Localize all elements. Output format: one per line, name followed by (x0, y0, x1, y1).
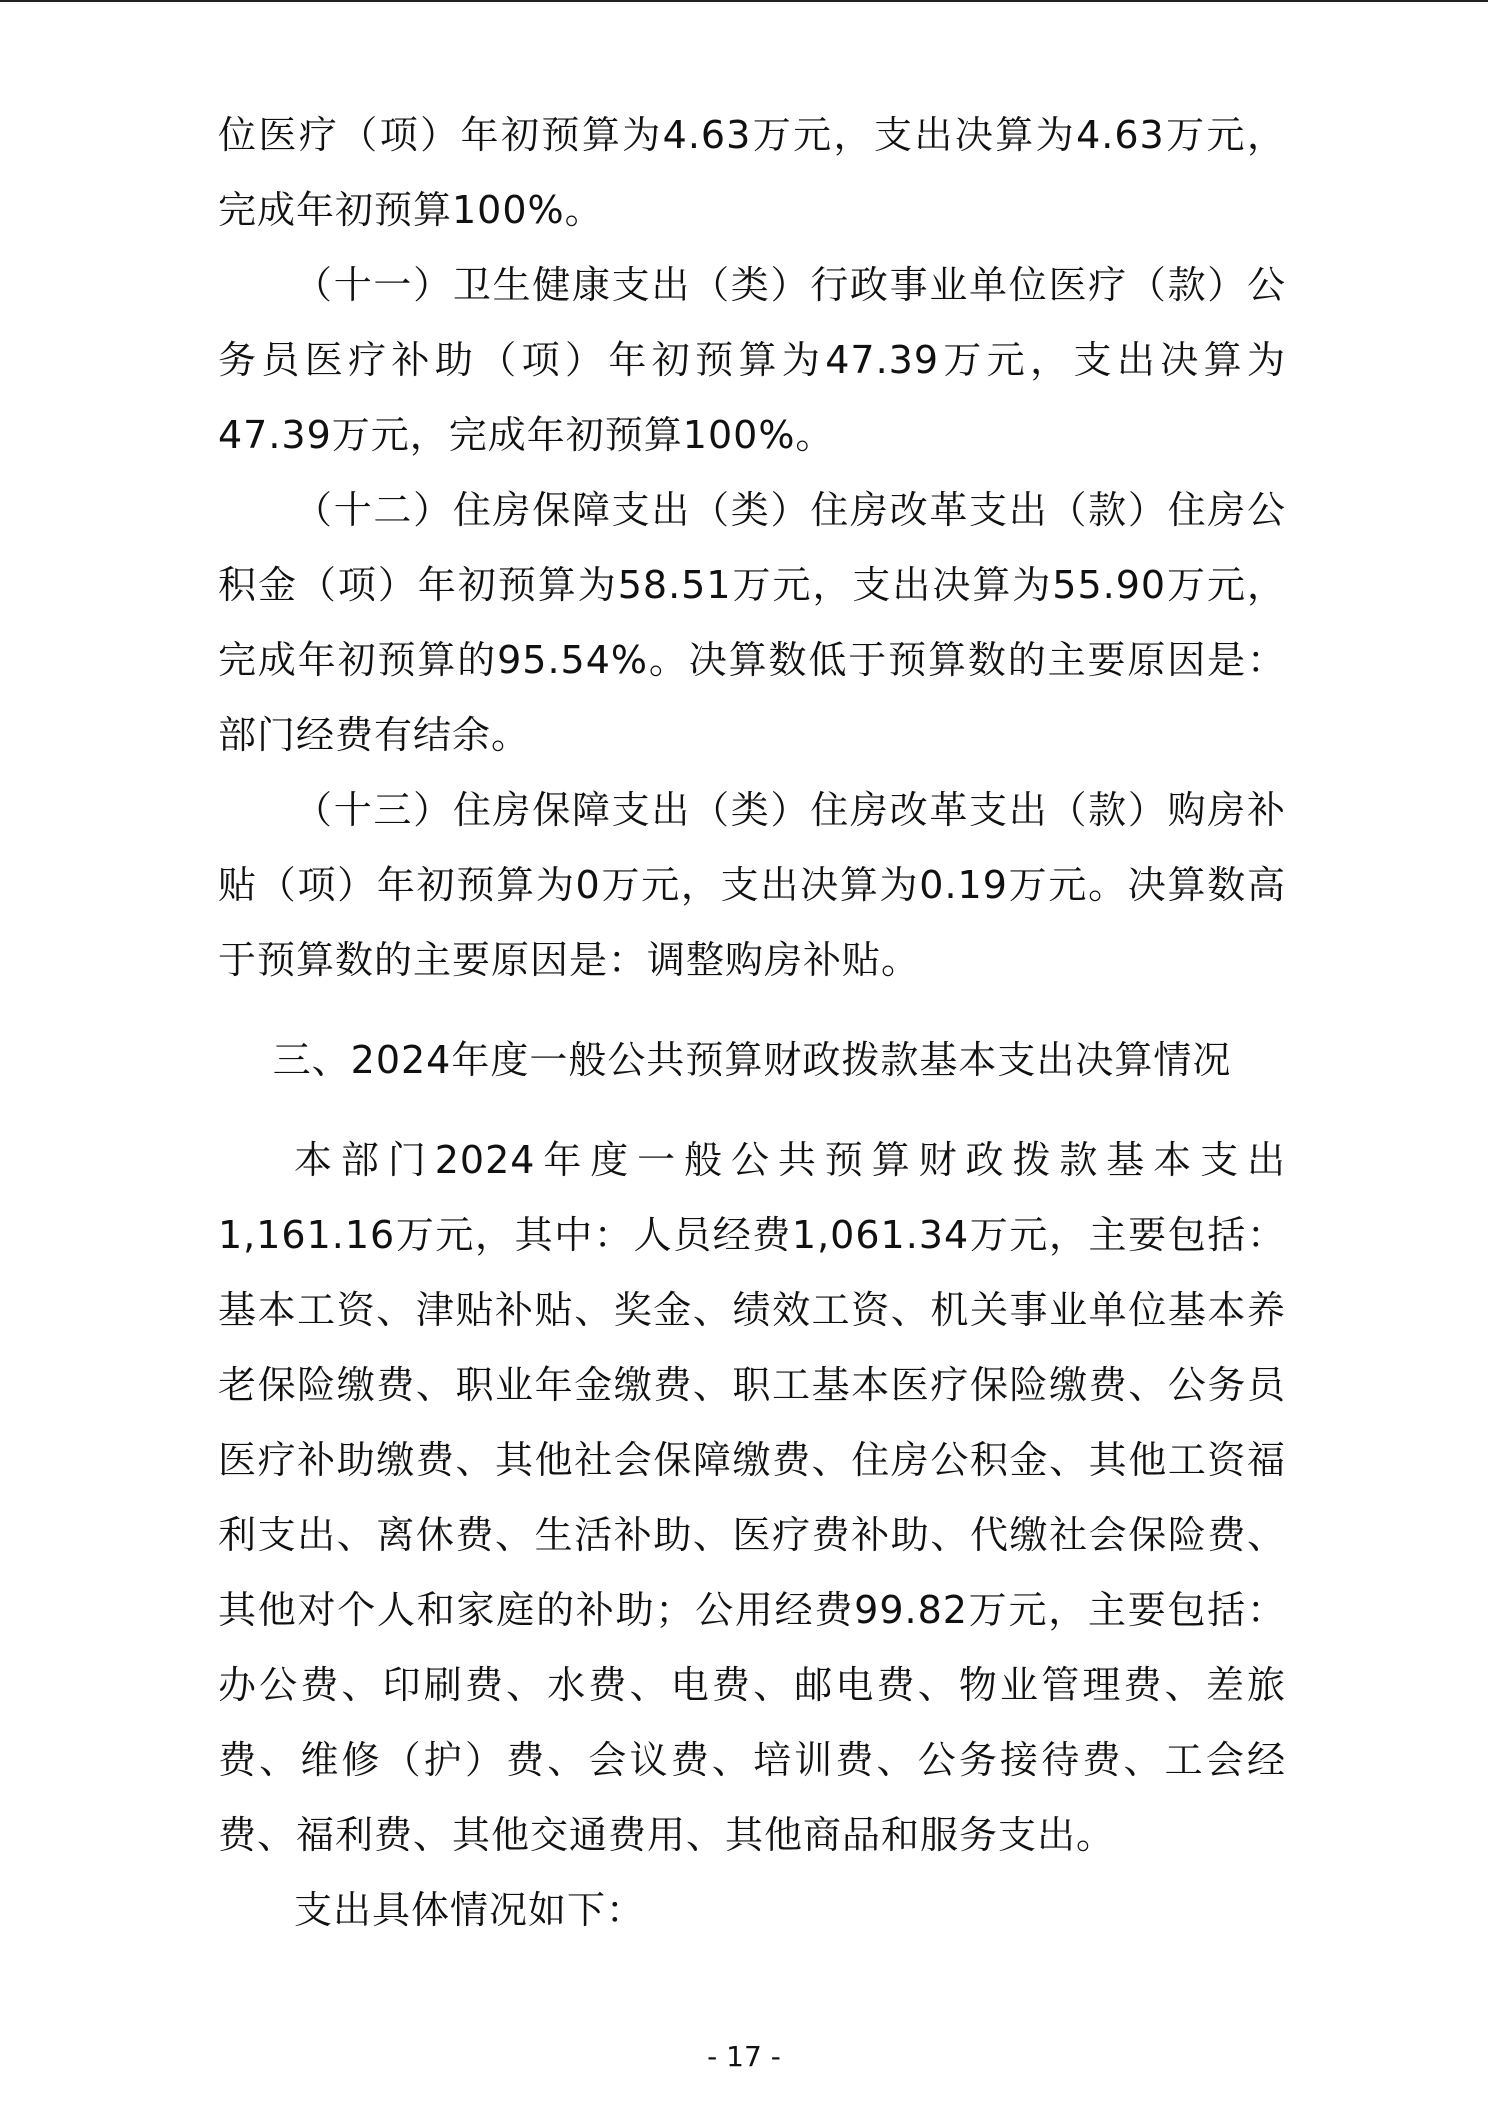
paragraph-basic-expenditure: 本部门2024年度一般公共预算财政拨款基本支出1,161.16万元，其中：人员经费1,061.34万元，主要包括：基本工资、津贴补贴、奖金、绩效工资、机关事业单位基本养老保险缴费、职业年金缴费、职工基本医疗保险缴费、公务员医疗补助缴费、其他社会保障缴费、住房公积金、其他工资福利支出、离休费、生活补助、医疗费补助、代缴社会保险费、其他对个人和家庭的补助；公用经费99.82万元，主要包括：办公费、印刷费、水费、电费、邮电费、物业管理费、差旅费、维修（护）费、会议费、培训费、公务接待费、工会经费、福利费、其他交通费用、其他商品和服务支出。 (218, 1138, 1286, 1857)
section-heading: 三、2024年度一般公共预算财政拨款基本支出决算情况 (272, 1038, 1232, 1082)
paragraph-item-13: （十三）住房保障支出（类）住房改革支出（款）购房补贴（项）年初预算为0万元，支出决算为0.19万元。决算数高于预算数的主要原因是：调整购房补贴。 (218, 788, 1286, 982)
paragraph-medical-continuation: 位医疗（项）年初预算为4.63万元，支出决算为4.63万元，完成年初预算100%。 (218, 113, 1286, 232)
paragraph-item-11: （十一）卫生健康支出（类）行政事业单位医疗（款）公务员医疗补助（项）年初预算为47.39万元，支出决算为47.39万元，完成年初预算100%。 (218, 263, 1286, 457)
spacer (218, 1098, 1286, 1123)
document-body (218, 98, 1286, 1948)
paragraph-item-12: （十二）住房保障支出（类）住房改革支出（款）住房公积金（项）年初预算为58.51万元，支出决算为55.90万元，完成年初预算的95.54%。决算数低于预算数的主要原因是：部门经费有结余。 (218, 488, 1286, 757)
paragraph-details-intro: 支出具体情况如下： (294, 1888, 646, 1932)
spacer (218, 998, 1286, 1023)
top-border-rule (0, 0, 1488, 2)
page-number: - 17 - (707, 2040, 781, 2073)
